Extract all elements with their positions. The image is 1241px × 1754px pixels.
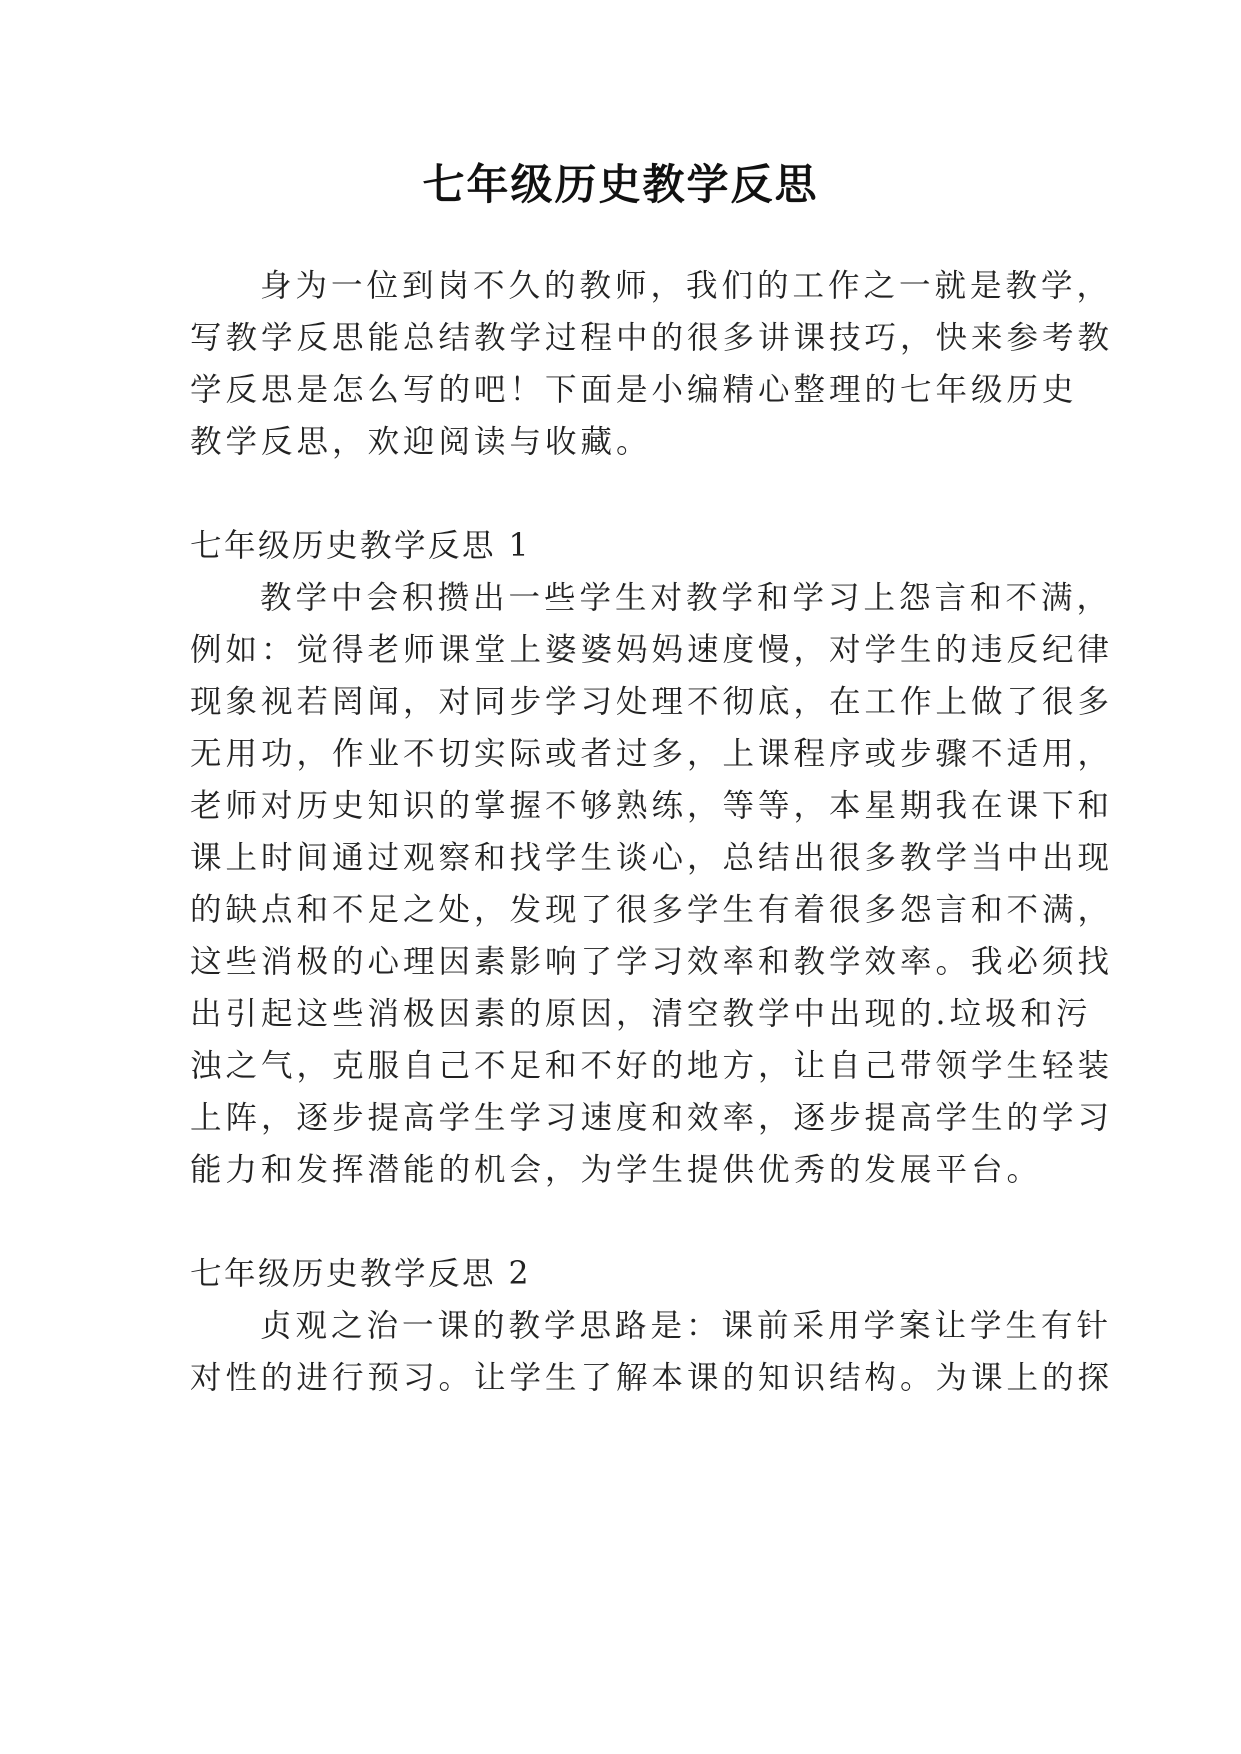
section-heading: 七年级历史教学反思 2 — [190, 1256, 532, 1292]
paragraph-line: 现象视若罔闻，对同步学习处理不彻底，在工作上做了很多 — [190, 684, 1114, 720]
paragraph-line: 的缺点和不足之处，发现了很多学生有着很多怨言和不满， — [190, 892, 1114, 928]
paragraph-line: 浊之气，克服自己不足和不好的地方，让自己带领学生轻装 — [190, 1048, 1114, 1084]
paragraph-line: 上阵，逐步提高学生学习速度和效率，逐步提高学生的学习 — [190, 1100, 1114, 1136]
paragraph-line: 教学中会积攒出一些学生对教学和学习上怨言和不满， — [260, 580, 1113, 616]
paragraph-line: 课上时间通过观察和找学生谈心，总结出很多教学当中出现 — [190, 840, 1114, 876]
paragraph-line: 这些消极的心理因素影响了学习效率和教学效率。我必须找 — [190, 944, 1114, 980]
section-heading: 七年级历史教学反思 1 — [190, 528, 532, 564]
intro-line: 写教学反思能总结教学过程中的很多讲课技巧，快来参考教 — [190, 320, 1114, 356]
paragraph-line: 例如：觉得老师课堂上婆婆妈妈速度慢，对学生的违反纪律 — [190, 632, 1114, 668]
paragraph-line: 贞观之治一课的教学思路是：课前采用学案让学生有针 — [260, 1308, 1113, 1344]
paragraph-line: 对性的进行预习。让学生了解本课的知识结构。为课上的探 — [190, 1360, 1114, 1396]
paragraph-line: 无用功，作业不切实际或者过多，上课程序或步骤不适用， — [190, 736, 1114, 772]
paragraph-line: 出引起这些消极因素的原因，清空教学中出现的.垃圾和污 — [190, 996, 1092, 1032]
paragraph-line: 老师对历史知识的掌握不够熟练，等等，本星期我在课下和 — [190, 788, 1114, 824]
intro-line: 学反思是怎么写的吧！下面是小编精心整理的七年级历史 — [190, 372, 1078, 408]
intro-line: 教学反思，欢迎阅读与收藏。 — [190, 424, 652, 460]
intro-line: 身为一位到岗不久的教师，我们的工作之一就是教学， — [260, 268, 1113, 304]
document-title: 七年级历史教学反思 — [422, 160, 819, 209]
paragraph-line: 能力和发挥潜能的机会，为学生提供优秀的发展平台。 — [190, 1152, 1043, 1188]
